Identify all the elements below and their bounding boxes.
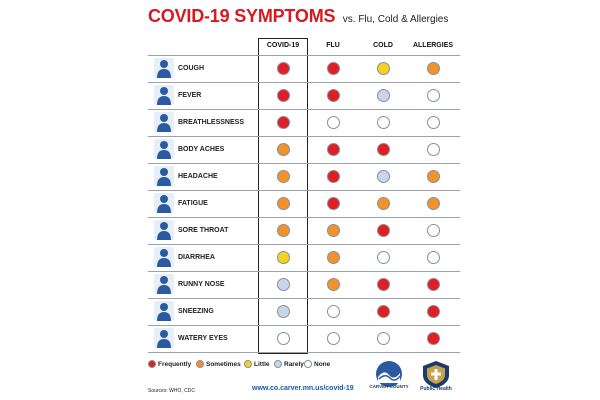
severity-dot-none — [327, 332, 340, 345]
severity-dot-rarely — [277, 305, 290, 318]
symptoms-poster — [140, 0, 460, 400]
sneezing-person-icon — [154, 301, 174, 321]
severity-dot-sometimes — [277, 224, 290, 237]
severity-dot-frequently — [327, 89, 340, 102]
severity-dot-none — [427, 143, 440, 156]
row-divider — [148, 55, 460, 56]
severity-dot-frequently — [327, 170, 340, 183]
legend-label: Sometimes — [206, 360, 241, 368]
symptom-label: RUNNY NOSE — [178, 281, 225, 288]
legend-dot-frequently — [148, 360, 156, 368]
thermometer-icon — [154, 85, 174, 105]
severity-dot-none — [377, 332, 390, 345]
row-divider — [148, 136, 460, 137]
severity-dot-none — [427, 224, 440, 237]
severity-dot-little — [277, 251, 290, 264]
legend-item-frequently — [148, 360, 191, 368]
severity-dot-sometimes — [327, 251, 340, 264]
legend-label: Frequently — [158, 360, 192, 368]
logo2-text: Public Health — [420, 386, 452, 392]
row-divider — [148, 109, 460, 110]
legend-dot-none — [304, 360, 312, 368]
severity-dot-sometimes — [427, 62, 440, 75]
symptom-label: HEADACHE — [178, 173, 218, 180]
row-divider — [148, 163, 460, 164]
severity-dot-frequently — [427, 305, 440, 318]
row-divider — [148, 82, 460, 83]
symptom-label: WATERY EYES — [178, 335, 228, 342]
nose-drip-icon — [154, 274, 174, 294]
severity-dot-sometimes — [327, 278, 340, 291]
row-divider — [148, 190, 460, 191]
website-link[interactable]: www.co.carver.mn.us/covid-19 — [252, 385, 354, 392]
eye-icon — [154, 328, 174, 348]
severity-dot-frequently — [277, 116, 290, 129]
symptom-label: FEVER — [178, 92, 202, 99]
severity-dot-sometimes — [427, 170, 440, 183]
legend-dot-rarely — [274, 360, 282, 368]
severity-dot-sometimes — [377, 197, 390, 210]
row-divider — [148, 352, 460, 353]
title-sub: vs. Flu, Cold & Allergies — [342, 14, 449, 25]
severity-dot-rarely — [277, 278, 290, 291]
coughing-person-icon — [154, 58, 174, 78]
sore-throat-person-icon — [154, 220, 174, 240]
severity-dot-none — [327, 116, 340, 129]
legend-label: Little — [254, 360, 270, 368]
severity-dot-frequently — [377, 224, 390, 237]
severity-dot-little — [377, 62, 390, 75]
severity-dot-frequently — [277, 89, 290, 102]
severity-dot-sometimes — [277, 197, 290, 210]
legend-item-none — [304, 360, 330, 368]
severity-dot-none — [427, 116, 440, 129]
severity-dot-sometimes — [277, 143, 290, 156]
legend — [148, 360, 348, 370]
severity-dot-none — [427, 251, 440, 264]
severity-dot-frequently — [277, 62, 290, 75]
severity-dot-rarely — [377, 89, 390, 102]
row-divider — [148, 244, 460, 245]
aching-body-icon — [154, 139, 174, 159]
row-divider — [148, 325, 460, 326]
severity-dot-none — [377, 251, 390, 264]
row-divider — [148, 298, 460, 299]
legend-item-sometimes — [196, 360, 241, 368]
severity-dot-frequently — [377, 278, 390, 291]
legend-item-rarely — [274, 360, 304, 368]
severity-dot-frequently — [327, 197, 340, 210]
person-in-bed-icon — [154, 193, 174, 213]
lungs-person-icon — [154, 112, 174, 132]
toilet-paper-icon — [154, 247, 174, 267]
sources-text: Sources: WHO, CDC — [148, 388, 195, 394]
severity-dot-frequently — [377, 305, 390, 318]
severity-dot-frequently — [427, 332, 440, 345]
severity-dot-rarely — [377, 170, 390, 183]
severity-dot-frequently — [327, 143, 340, 156]
poster-title — [148, 6, 458, 32]
title-main: COVID-19 SYMPTOMS — [148, 6, 336, 26]
severity-dot-sometimes — [427, 197, 440, 210]
symptom-label: BREATHLESSNESS — [178, 119, 244, 126]
headache-person-icon — [154, 166, 174, 186]
symptom-label: SORE THROAT — [178, 227, 229, 234]
symptom-label: FATIGUE — [178, 200, 208, 207]
legend-item-little — [244, 360, 270, 368]
severity-dot-none — [377, 116, 390, 129]
column-header-allergies: ALLERGIES — [412, 42, 454, 49]
severity-dot-none — [327, 305, 340, 318]
legend-label: Rarely — [284, 360, 304, 368]
row-divider — [148, 271, 460, 272]
severity-dot-sometimes — [277, 170, 290, 183]
severity-dot-sometimes — [327, 224, 340, 237]
column-header-flu: FLU — [326, 42, 340, 49]
row-divider — [148, 217, 460, 218]
legend-label: None — [314, 360, 331, 368]
column-header-cold: COLD — [373, 42, 393, 49]
severity-dot-none — [277, 332, 290, 345]
symptom-label: DIARRHEA — [178, 254, 215, 261]
column-header-covid: COVID-19 — [266, 42, 300, 49]
symptom-label: BODY ACHES — [178, 146, 225, 153]
symptom-label: SNEEZING — [178, 308, 214, 315]
severity-dot-frequently — [377, 143, 390, 156]
severity-dot-frequently — [427, 278, 440, 291]
severity-dot-none — [427, 89, 440, 102]
symptoms-table — [148, 38, 460, 354]
legend-dot-sometimes — [196, 360, 204, 368]
logo1-text: CARVER COUNTY — [369, 384, 409, 389]
symptom-label: COUGH — [178, 65, 205, 72]
severity-dot-frequently — [327, 62, 340, 75]
legend-dot-little — [244, 360, 252, 368]
